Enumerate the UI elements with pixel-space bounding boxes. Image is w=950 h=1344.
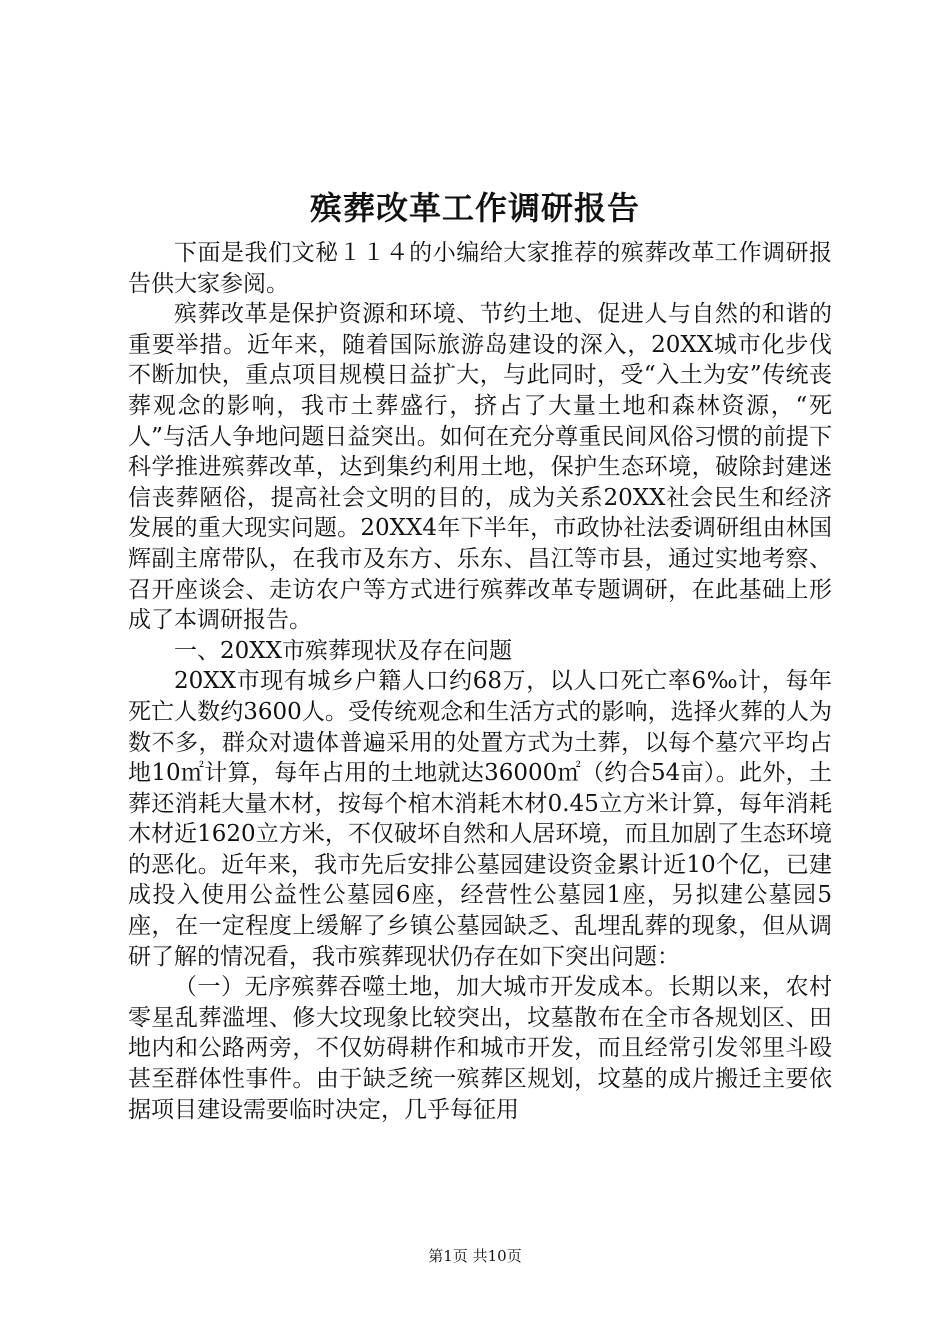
document-body	[128, 238, 832, 1125]
background-paragraph: 殡葬改革是保护资源和环境、节约土地、促进人与自然的和谐的重要举措。近年来，随着国际旅游岛建设的深入，20XX城市化步伐不断加快，重点项目规模日益扩大，与此同时，受“入土为安”传统丧葬观念的影响，我市土葬盛行，挤占了大量土地和森林资源，“死人”与活人争地问题日益突出。如何在充分尊重民间风俗习惯的前提下科学推进殡葬改革，达到集约利用土地，保护生态环境，破除封建迷信丧葬陋俗，提高社会文明的目的，成为关系20XX社会民生和经济发展的重大现实问题。20XX4年下半年，市政协社法委调研组由林国辉副主席带队，在我市及东方、乐东、昌江等市县，通过实地考察、召开座谈会、走访农户等方式进行殡葬改革专题调研，在此基础上形成了本调研报告。	[128, 301, 832, 634]
intro-paragraph: 下面是我们文秘１１４的小编给大家推荐的殡葬改革工作调研报告供大家参阅。	[128, 240, 832, 297]
section-heading: 一、20XX市殡葬现状及存在问题	[174, 637, 513, 664]
status-paragraph: 20XX市现有城乡户籍人口约68万，以人口死亡率6‰计，每年死亡人数约3600人。受传统观念和生活方式的影响，选择火葬的人为数不多，群众对遗体普遍采用的处置方式为土葬，以每个墓穴平均占地10㎡计算，每年占用的土地就达36000㎡（约合54亩）。此外，土葬还消耗大量木材，按每个棺木消耗木材0.45立方米计算，每年消耗木材近1620立方米，不仅破坏自然和人居环境，而且加剧了生态环境的恶化。近年来，我市先后安排公墓园建设资金累计近10个亿，已建成投入使用公益性公墓园6座，经营性公墓园1座，另拟建公墓园5座，在一定程度上缓解了乡镇公墓园缺乏、乱埋乱葬的现象，但从调研了解的情况看，我市殡葬现状仍存在如下突出问题：	[128, 668, 832, 970]
problem-paragraph: （一）无序殡葬吞噬土地，加大城市开发成本。长期以来，农村零星乱葬滥埋、修大坟现象比较突出，坟墓散布在全市各规划区、田地内和公路两旁，不仅妨碍耕作和城市开发，而且经常引发邻里斗殴甚至群体性事件。由于缺乏统一殡葬区规划，坟墓的成片搬迁主要依据项目建设需要临时决定，几乎每征用	[128, 974, 832, 1123]
document-title: 殡葬改革工作调研报告	[309, 189, 640, 227]
page-number: 第1页 共10页	[428, 1247, 522, 1265]
